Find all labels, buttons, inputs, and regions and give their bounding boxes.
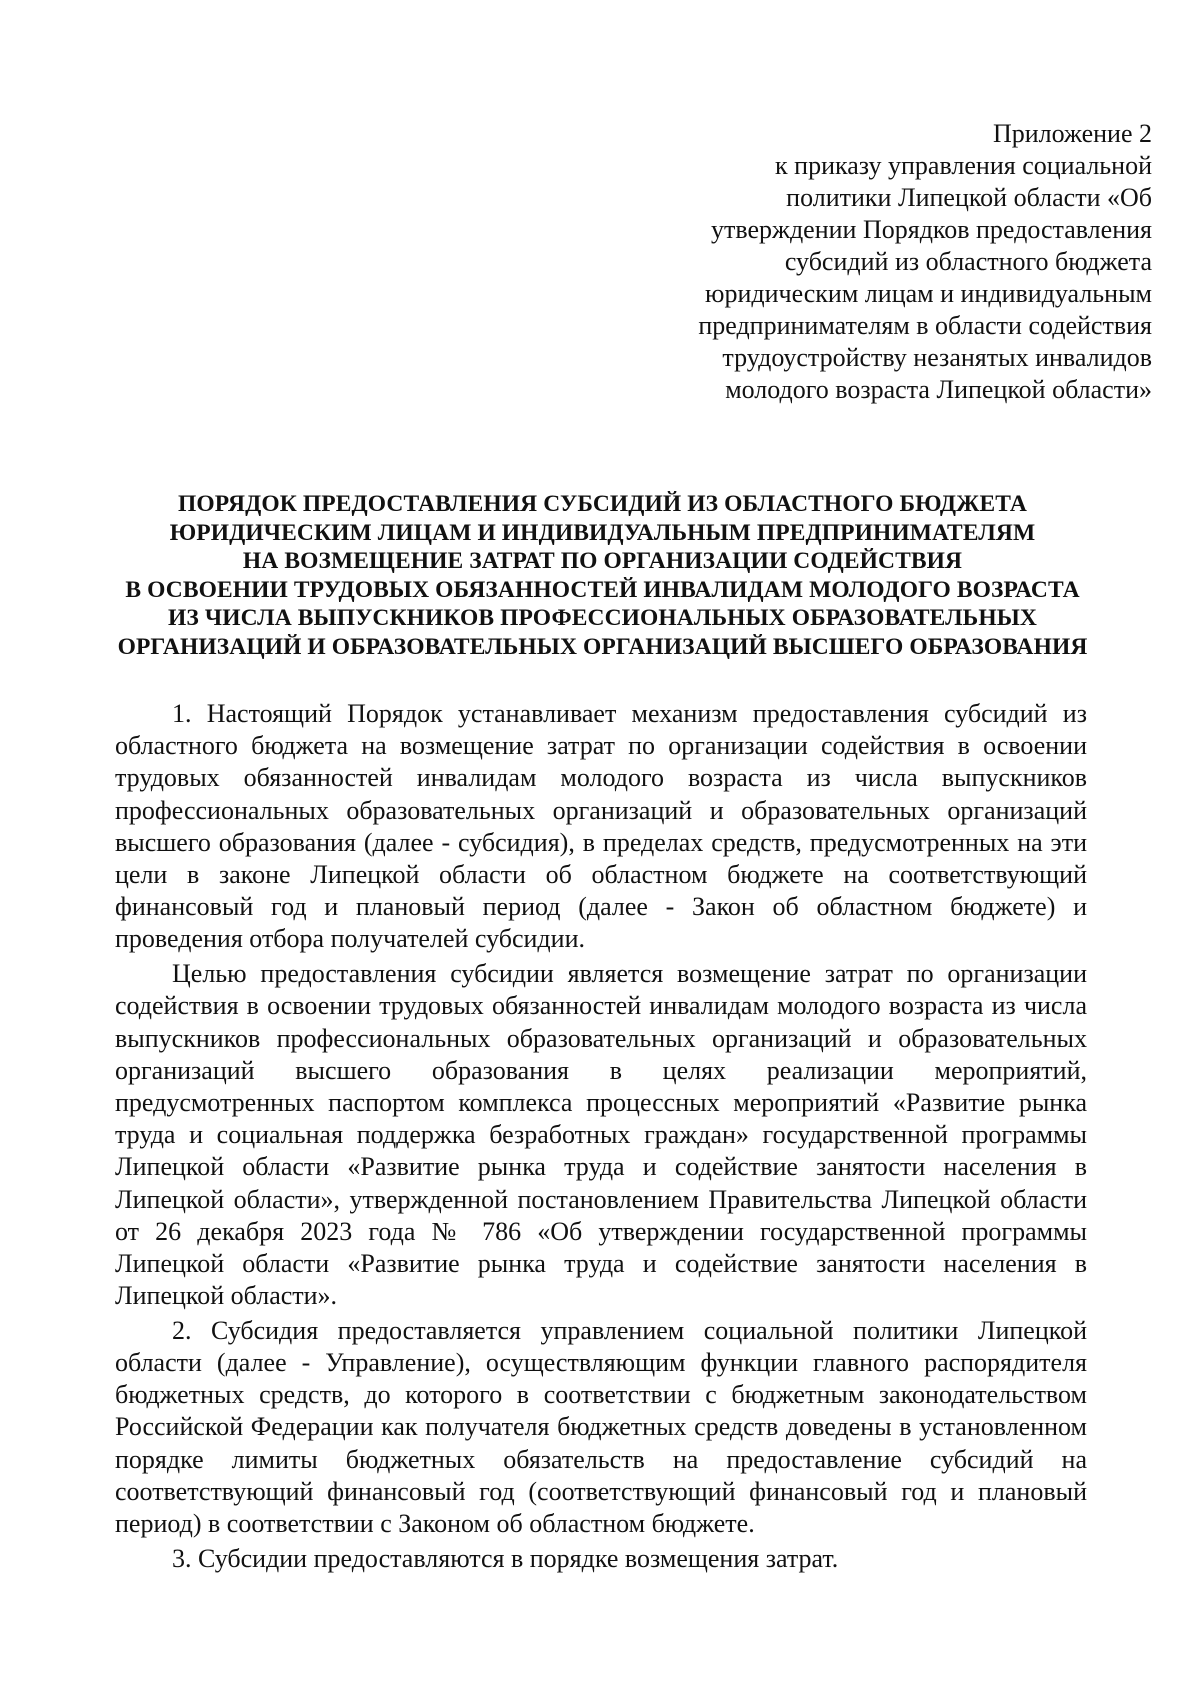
appendix-line: политики Липецкой области «Об [786,183,1152,212]
title-line: ИЗ ЧИСЛА ВЫПУСКНИКОВ ПРОФЕССИОНАЛЬНЫХ ОБРАЗОВАТЕЛЬНЫХ [168,605,1037,631]
title-line: НА ВОЗМЕЩЕНИЕ ЗАТРАТ ПО ОРГАНИЗАЦИИ СОДЕЙСТВИЯ [242,548,963,574]
title-line: В ОСВОЕНИИ ТРУДОВЫХ ОБЯЗАННОСТЕЙ ИНВАЛИДАМ МОЛОДОГО ВОЗРАСТА [125,576,1080,603]
appendix-line: Приложение 2 [992,119,1152,148]
appendix-line: молодого возраста Липецкой области» [725,375,1152,404]
title-line: ПОРЯДОК ПРЕДОСТАВЛЕНИЯ СУБСИДИЙ ИЗ ОБЛАСТНОГО БЮДЖЕТА [178,491,1027,517]
document-body [115,698,1087,1577]
paragraph-1: 1. Настоящий Порядок устанавливает механизм предоставления субсидий из областного бюджета на возмещение затрат по организации содействия в освоении трудовых обязанностей инвалидам молодого возраста из числа выпускников профессиональных образовательных организаций и образовательных организаций высшего образования (далее - субсидия), в пределах средств, предусмотренных на эти цели в законе Липецкой области об областном бюджете на соответствующий финансовый год и плановый период (далее - Закон об областном бюджете) и проведения отбора получателей субсидии. [115,699,1087,954]
appendix-line: утверждении Порядков предоставления [710,215,1152,244]
paragraph-3: 3. Субсидии предоставляются в порядке возмещения затрат. [172,1543,839,1573]
appendix-line: к приказу управления социальной [775,151,1152,180]
appendix-line: субсидий из областного бюджета [784,247,1152,276]
title-line: ЮРИДИЧЕСКИМ ЛИЦАМ И ИНДИВИДУАЛЬНЫМ ПРЕДПРИНИМАТЕЛЯМ [169,519,1036,546]
title-line: ОРГАНИЗАЦИЙ И ОБРАЗОВАТЕЛЬНЫХ ОРГАНИЗАЦИЙ ВЫСШЕГО ОБРАЗОВАНИЯ [117,633,1088,660]
appendix-header [612,118,1152,406]
paragraph-2: 2. Субсидия предоставляется управлением социальной политики Липецкой области (далее - Управление), осуществляющим функции главного распорядителя бюджетных средств, до которого в соответствии с бюджетным законодательством Российской Федерации как получателя бюджетных средств доведены в установленном порядке лимиты бюджетных обязательств на предоставление субсидий на соответствующий финансовый год (соответствующий финансовый год и плановый период) в соответствии с Законом об областном бюджете. [115,1315,1087,1539]
appendix-line: юридическим лицам и индивидуальным [705,279,1152,308]
paragraph-purpose: Целью предоставления субсидии является возмещение затрат по организации содействия в освоении трудовых обязанностей инвалидам молодого возраста из числа выпускников профессиональных образовательных организаций и образовательных организаций высшего образования в целях реализации мероприятий, предусмотренных паспортом комплекса процессных мероприятий «Развитие рынка труда и социальная поддержка безработных граждан» государственной программы Липецкой области «Развитие рынка труда и содействие занятости населения в Липецкой области», утвержденной постановлением Правительства Липецкой области от 26 декабря 2023 года № 786 «Об утверждении государственной программы Липецкой области «Развитие рынка труда и содействие занятости населения в Липецкой области». [115,959,1087,1311]
appendix-line: трудоустройству незанятых инвалидов [722,343,1152,372]
document-title [115,490,1090,661]
appendix-line: предпринимателям в области содействия [698,311,1152,340]
